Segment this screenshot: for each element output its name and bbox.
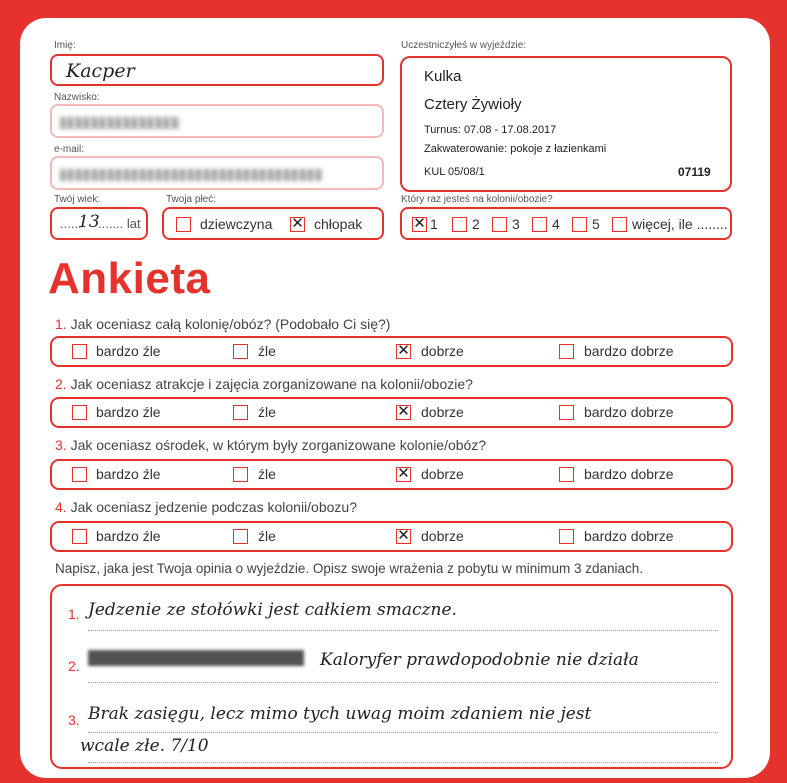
q1-label-very-bad: bardzo źle <box>96 343 161 359</box>
gender-label: Twoja płeć: <box>166 194 217 205</box>
email-field[interactable] <box>50 156 384 190</box>
q3-checkbox-very-bad[interactable] <box>72 467 87 482</box>
checkbox-times-1[interactable]: ✕ <box>413 214 426 232</box>
times-option-2: 2 <box>472 216 480 232</box>
checkbox-times-2[interactable] <box>452 217 467 232</box>
opinion-prompt: Napisz, jaka jest Twoja opinia o wyjeździe. Opisz swoje wrażenia z pobytu w minimum 3 zdaniach. <box>55 561 644 576</box>
checkbox-times-3[interactable] <box>492 217 507 232</box>
answer-row-4 <box>50 521 733 552</box>
q2-checkbox-very-good[interactable] <box>559 405 574 420</box>
q4-checkbox-very-good[interactable] <box>559 529 574 544</box>
checkbox-times-4[interactable] <box>532 217 547 232</box>
q3-checkbox-bad[interactable] <box>233 467 248 482</box>
redacted-surname <box>60 117 180 129</box>
opinion-num-2: 2. <box>68 658 80 674</box>
question-1: 1. Jak oceniasz całą kolonię/obóz? (Podobało Ci się?) <box>55 316 391 332</box>
q1-checkbox-very-good[interactable] <box>559 344 574 359</box>
q1-label-very-good: bardzo dobrze <box>584 343 674 359</box>
name-field[interactable] <box>50 54 384 86</box>
q3-checkbox-good[interactable]: ✕ <box>397 464 410 482</box>
q4-checkbox-good[interactable]: ✕ <box>397 526 410 544</box>
q3-label-good: dobrze <box>421 466 464 482</box>
q1-label-good: dobrze <box>421 343 464 359</box>
q1-checkbox-very-bad[interactable] <box>72 344 87 359</box>
q4-label-very-good: bardzo dobrze <box>584 528 674 544</box>
q3-label-very-good: bardzo dobrze <box>584 466 674 482</box>
q2-label-very-good: bardzo dobrze <box>584 404 674 420</box>
q2-checkbox-very-bad[interactable] <box>72 405 87 420</box>
q3-label-bad: źle <box>258 466 276 482</box>
opinion-num-3: 3. <box>68 712 80 728</box>
opinion-line-3a: Brak zasięgu, lecz mimo tych uwag moim zdaniem nie jest <box>88 704 592 724</box>
email-label: e-mail: <box>54 144 85 155</box>
q1-label-bad: źle <box>258 343 276 359</box>
question-4: 4. Jak oceniasz jedzenie podczas kolonii/obozu? <box>55 499 357 515</box>
q4-label-bad: źle <box>258 528 276 544</box>
q3-label-very-bad: bardzo źle <box>96 466 161 482</box>
q2-label-bad: źle <box>258 404 276 420</box>
answer-row-3 <box>50 459 733 490</box>
surname-field[interactable] <box>50 104 384 138</box>
trip-name-2: Cztery Żywioły <box>424 96 522 113</box>
times-label: Który raz jesteś na kolonii/obozie? <box>401 194 553 205</box>
q4-label-good: dobrze <box>421 528 464 544</box>
writing-line <box>88 762 718 763</box>
opinion-num-1: 1. <box>68 606 80 622</box>
writing-line <box>88 732 718 733</box>
name-value: Kacper <box>66 60 135 82</box>
q3-checkbox-very-good[interactable] <box>559 467 574 482</box>
opinion-line-3b: wcale złe. 7/10 <box>80 736 209 756</box>
trip-number: 07119 <box>678 165 711 179</box>
trip-box <box>400 56 732 192</box>
trip-turnus: Turnus: 07.08 - 17.08.2017 <box>424 124 557 136</box>
question-2: 2. Jak oceniasz atrakcje i zajęcia zorganizowane na kolonii/obozie? <box>55 376 473 392</box>
gender-option-boy: chłopak <box>314 216 363 232</box>
opinion-box[interactable] <box>50 584 733 769</box>
times-option-more: więcej, ile ........ <box>632 216 728 232</box>
times-field <box>400 207 732 240</box>
times-option-3: 3 <box>512 216 520 232</box>
q2-checkbox-good[interactable]: ✕ <box>397 402 410 420</box>
gender-option-girl: dziewczyna <box>200 216 273 232</box>
survey-sheet <box>20 18 770 778</box>
name-label: Imię: <box>54 40 76 51</box>
age-unit: ....... lat <box>98 216 141 231</box>
gender-field <box>162 207 384 240</box>
trip-code: KUL 05/08/1 <box>424 166 485 178</box>
age-field[interactable] <box>50 207 148 240</box>
writing-line <box>88 630 718 631</box>
q4-checkbox-bad[interactable] <box>233 529 248 544</box>
checkbox-times-5[interactable] <box>572 217 587 232</box>
question-3: 3. Jak oceniasz ośrodek, w którym były zorganizowane kolonie/obóz? <box>55 437 487 453</box>
q1-checkbox-good[interactable]: ✕ <box>397 341 410 359</box>
checkbox-times-more[interactable] <box>612 217 627 232</box>
scribbled-out-text <box>88 650 304 666</box>
q1-checkbox-bad[interactable] <box>233 344 248 359</box>
opinion-line-2: Kaloryfer prawdopodobnie nie działa <box>320 650 639 670</box>
opinion-line-1: Jedzenie ze stołówki jest całkiem smaczne. <box>88 600 457 620</box>
times-option-1: 1 <box>430 216 438 232</box>
trip-label: Uczestniczyłeś w wyjeździe: <box>401 40 527 51</box>
times-option-4: 4 <box>552 216 560 232</box>
q2-label-good: dobrze <box>421 404 464 420</box>
checkbox-boy[interactable]: ✕ <box>291 214 304 232</box>
q4-checkbox-very-bad[interactable] <box>72 529 87 544</box>
age-value: 13 <box>78 212 100 232</box>
trip-accommodation: Zakwaterowanie: pokoje z łazienkami <box>424 143 607 155</box>
answer-row-1 <box>50 336 733 367</box>
q4-label-very-bad: bardzo źle <box>96 528 161 544</box>
age-label: Twój wiek: <box>54 194 101 205</box>
q2-label-very-bad: bardzo źle <box>96 404 161 420</box>
answer-row-2 <box>50 397 733 428</box>
survey-title: Ankieta <box>48 254 211 303</box>
q2-checkbox-bad[interactable] <box>233 405 248 420</box>
redacted-email <box>60 169 322 181</box>
times-option-5: 5 <box>592 216 600 232</box>
surname-label: Nazwisko: <box>54 92 100 103</box>
trip-name-1: Kulka <box>424 68 462 85</box>
age-dots: ...... <box>60 216 82 231</box>
writing-line <box>88 682 718 683</box>
checkbox-girl[interactable] <box>176 217 191 232</box>
